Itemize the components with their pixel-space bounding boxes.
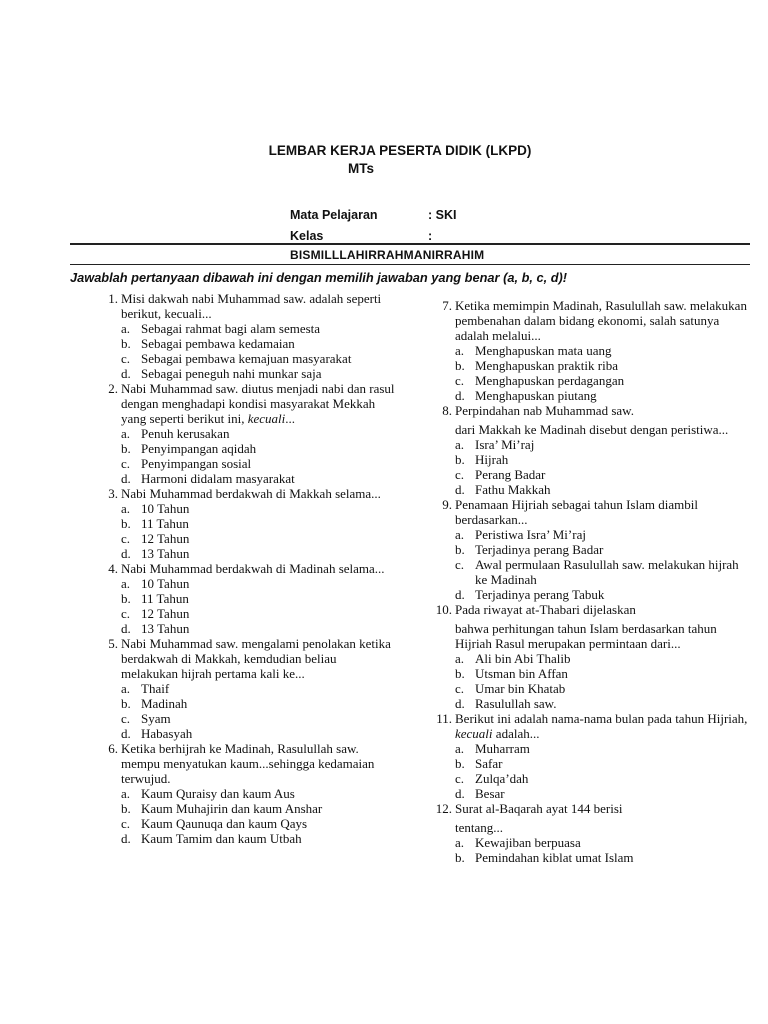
option-b[interactable]	[121, 336, 396, 351]
option-text: Sebagai pembawa kemajuan masyarakat	[141, 351, 352, 366]
option-a[interactable]	[121, 321, 396, 336]
option-text: Syam	[141, 711, 171, 726]
option-d[interactable]	[121, 366, 396, 381]
option-letter: d.	[121, 726, 131, 741]
option-text: Hijrah	[475, 452, 509, 467]
option-letter: b.	[455, 666, 465, 681]
option-letter: b.	[121, 801, 131, 816]
question-1	[96, 291, 396, 381]
option-text: 13 Tahun	[141, 621, 190, 636]
worksheet-title: LEMBAR KERJA PESERTA DIDIK (LKPD)	[268, 143, 532, 158]
option-text: Safar	[475, 756, 503, 771]
question-text	[121, 291, 396, 321]
option-a[interactable]	[121, 501, 396, 516]
option-list	[455, 437, 750, 497]
option-letter: b.	[121, 441, 131, 456]
option-d[interactable]	[121, 471, 396, 486]
option-b[interactable]	[121, 441, 396, 456]
option-text: Rasulullah saw.	[475, 696, 557, 711]
option-d[interactable]	[455, 587, 750, 602]
option-text: Sebagai rahmat bagi alam semesta	[141, 321, 321, 336]
option-b[interactable]	[455, 850, 750, 865]
option-text: Kaum Qaunuqa dan kaum Qays	[141, 816, 308, 831]
option-letter: d.	[455, 696, 465, 711]
option-letter: c.	[121, 456, 131, 471]
question-9	[430, 497, 750, 602]
option-text: Isra’ Mi’raj	[475, 437, 535, 452]
option-letter: b.	[121, 516, 131, 531]
option-letter: d.	[455, 388, 465, 403]
option-a[interactable]	[455, 527, 750, 542]
option-letter: a.	[455, 835, 465, 850]
option-text: Terjadinya perang Badar	[475, 542, 604, 557]
question-number: 11.	[436, 711, 452, 726]
option-d[interactable]	[121, 546, 396, 561]
option-a[interactable]	[455, 343, 750, 358]
option-c[interactable]	[121, 531, 396, 546]
option-text: Pemindahan kiblat umat Islam	[475, 850, 634, 865]
option-text: Fathu Makkah	[475, 482, 551, 497]
option-c[interactable]	[121, 456, 396, 471]
option-b[interactable]	[121, 516, 396, 531]
question-text-part: Nabi Muhammad berdakwah di Makkah selama...	[121, 486, 381, 501]
option-letter: a.	[455, 527, 465, 542]
option-letter: a.	[455, 651, 465, 666]
question-number: 2.	[108, 381, 118, 396]
option-c[interactable]	[121, 711, 396, 726]
question-text-part: Nabi Muhammad berdakwah di Madinah selama...	[121, 561, 385, 576]
option-letter: c.	[455, 771, 465, 786]
question-number: 8.	[442, 403, 452, 418]
option-text: 13 Tahun	[141, 546, 190, 561]
option-list	[121, 501, 396, 561]
option-letter: d.	[455, 786, 465, 801]
option-b[interactable]	[455, 452, 750, 467]
question-text	[455, 403, 750, 418]
option-d[interactable]	[455, 482, 750, 497]
option-letter: c.	[121, 816, 131, 831]
question-number: 10.	[435, 602, 452, 617]
question-text	[455, 711, 750, 741]
option-list	[121, 576, 396, 636]
option-letter: c.	[455, 373, 465, 388]
question-text-part: Ketika memimpin Madinah, Rasulullah saw. melakukan pembenahan dalam bidang ekonomi, salah satunya adalah melalui...	[455, 298, 747, 343]
option-text: Harmoni didalam masyarakat	[141, 471, 295, 486]
option-text: Zulqa’dah	[475, 771, 529, 786]
option-text: Kaum Quraisy dan kaum Aus	[141, 786, 295, 801]
option-letter: b.	[455, 542, 465, 557]
option-c[interactable]	[455, 557, 750, 587]
option-letter: a.	[455, 343, 465, 358]
option-a[interactable]	[121, 426, 396, 441]
option-list	[455, 835, 750, 865]
school-level: MTs	[348, 161, 374, 176]
question-text-continued	[455, 422, 750, 437]
option-text: 12 Tahun	[141, 606, 190, 621]
question-12	[430, 801, 750, 865]
question-text	[121, 741, 396, 786]
option-letter: c.	[121, 351, 131, 366]
question-text-part: Ketika berhijrah ke Madinah, Rasulullah saw. mempu menyatukan kaum...sehingga kedamaian terwujud.	[121, 741, 375, 786]
question-text-part: ...	[285, 411, 296, 426]
option-list	[455, 651, 750, 711]
question-text-part: adalah...	[492, 726, 540, 741]
option-c[interactable]	[121, 606, 396, 621]
opening-phrase: BISMILLLAHIRRAHMANIRRAHIM	[290, 248, 485, 262]
option-text: Terjadinya perang Tabuk	[475, 587, 605, 602]
option-text: Utsman bin Affan	[475, 666, 568, 681]
question-text-part: bahwa perhitungan tahun Islam berdasarkan tahun Hijriah Rasul merupakan permintaan dari...	[455, 621, 717, 651]
option-letter: d.	[455, 482, 465, 497]
question-number: 5.	[108, 636, 118, 651]
option-text: 11 Tahun	[141, 516, 189, 531]
question-text	[455, 497, 750, 527]
question-number: 9.	[442, 497, 452, 512]
option-text: Penyimpangan aqidah	[141, 441, 257, 456]
header-divider-bottom	[70, 264, 750, 265]
option-text: Menghapuskan mata uang	[475, 343, 612, 358]
class-label: Kelas	[290, 229, 324, 243]
option-letter: d.	[121, 366, 131, 381]
question-text	[121, 636, 396, 681]
question-number: 6.	[108, 741, 118, 756]
option-text: Besar	[475, 786, 505, 801]
questions-left-column	[96, 291, 396, 846]
option-text: 10 Tahun	[141, 501, 190, 516]
question-7	[430, 298, 750, 403]
option-text: Sebagai pembawa kedamaian	[141, 336, 295, 351]
option-text: Madinah	[141, 696, 188, 711]
option-text: 12 Tahun	[141, 531, 190, 546]
question-8	[430, 403, 750, 497]
option-c[interactable]	[455, 681, 750, 696]
option-text: Muharram	[475, 741, 530, 756]
question-number: 3.	[108, 486, 118, 501]
option-b[interactable]	[455, 542, 750, 557]
option-text: Penuh kerusakan	[141, 426, 230, 441]
question-10	[430, 602, 750, 711]
option-text: Sebagai peneguh nahi munkar saja	[141, 366, 322, 381]
question-number: 12.	[435, 801, 452, 816]
option-letter: b.	[121, 336, 131, 351]
option-a[interactable]	[121, 681, 396, 696]
option-list	[121, 426, 396, 486]
question-5	[96, 636, 396, 741]
option-list	[455, 343, 750, 403]
question-number: 7.	[442, 298, 452, 313]
question-text	[455, 298, 750, 343]
option-letter: d.	[121, 831, 131, 846]
question-text-part: Misi dakwah nabi Muhammad saw. adalah seperti berikut, kecuali...	[121, 291, 382, 321]
question-text-continued	[455, 621, 750, 651]
option-b[interactable]	[121, 591, 396, 606]
question-text-part: Berikut ini adalah nama-nama bulan pada tahun Hijriah,	[455, 711, 748, 726]
question-text-part: Pada riwayat at-Thabari dijelaskan	[455, 602, 636, 617]
option-a[interactable]	[455, 651, 750, 666]
option-letter: b.	[455, 756, 465, 771]
option-b[interactable]	[455, 756, 750, 771]
option-letter: a.	[455, 741, 465, 756]
question-text	[121, 381, 396, 426]
option-d[interactable]	[121, 621, 396, 636]
option-text: Perang Badar	[475, 467, 546, 482]
question-text-part: tentang...	[455, 820, 504, 835]
header-divider-top	[70, 243, 750, 245]
option-letter: a.	[121, 681, 131, 696]
question-11	[430, 711, 750, 801]
option-letter: c.	[121, 606, 131, 621]
option-c[interactable]	[121, 816, 396, 831]
option-letter: c.	[455, 467, 465, 482]
option-text: Kaum Muhajirin dan kaum Anshar	[141, 801, 323, 816]
option-letter: d.	[121, 471, 131, 486]
option-text: Kewajiban berpuasa	[475, 835, 581, 850]
option-b[interactable]	[455, 358, 750, 373]
option-list	[121, 321, 396, 381]
option-text: Peristiwa Isra’ Mi’raj	[475, 527, 586, 542]
option-d[interactable]	[121, 831, 396, 846]
option-letter: d.	[121, 546, 131, 561]
question-emphasis: kecuali	[247, 411, 286, 426]
question-text-continued	[455, 820, 750, 835]
option-letter: c.	[121, 531, 131, 546]
option-c[interactable]	[455, 467, 750, 482]
option-letter: a.	[121, 576, 131, 591]
option-text: 11 Tahun	[141, 591, 189, 606]
option-list	[121, 786, 396, 846]
subject-value: : SKI	[428, 208, 457, 222]
option-letter: b.	[121, 591, 131, 606]
questions-right-column	[430, 298, 750, 865]
option-letter: c.	[455, 557, 465, 572]
option-letter: d.	[121, 621, 131, 636]
option-list	[121, 681, 396, 741]
option-letter: a.	[121, 501, 131, 516]
option-b[interactable]	[121, 801, 396, 816]
option-letter: a.	[121, 321, 131, 336]
option-letter: c.	[455, 681, 465, 696]
option-list	[455, 741, 750, 801]
option-c[interactable]	[455, 373, 750, 388]
question-text-part: dari Makkah ke Madinah disebut dengan peristiwa...	[455, 422, 729, 437]
question-text-part: Nabi Muhammad saw. mengalami penolakan ketika berdakwah di Makkah, kemdudian beliau melakukan hijrah pertama kali ke...	[121, 636, 391, 681]
option-text: Menghapuskan perdagangan	[475, 373, 625, 388]
option-a[interactable]	[121, 576, 396, 591]
option-c[interactable]	[121, 351, 396, 366]
question-text	[455, 602, 750, 617]
question-text	[121, 561, 396, 576]
question-4	[96, 561, 396, 636]
question-number: 1.	[108, 291, 118, 306]
option-letter: b.	[455, 358, 465, 373]
question-text	[121, 486, 396, 501]
option-a[interactable]	[121, 786, 396, 801]
option-a[interactable]	[455, 741, 750, 756]
question-text-part: Nabi Muhammad saw. diutus menjadi nabi dan rasul dengan menghadapi kondisi masyarakat Mekkah yang seperti berikut ini,	[121, 381, 395, 426]
question-text-part: Surat al-Baqarah ayat 144 berisi	[455, 801, 623, 816]
question-3	[96, 486, 396, 561]
question-2	[96, 381, 396, 486]
option-d[interactable]	[455, 388, 750, 403]
subject-label: Mata Pelajaran	[290, 208, 378, 222]
option-text: Menghapuskan praktik riba	[475, 358, 618, 373]
question-text-part: Perpindahan nab Muhammad saw.	[455, 403, 634, 418]
option-text: Penyimpangan sosial	[141, 456, 252, 471]
option-text: Awal permulaan Rasulullah saw. melakukan hijrah ke Madinah	[475, 557, 739, 587]
option-d[interactable]	[455, 696, 750, 711]
question-emphasis: kecuali	[455, 726, 493, 741]
option-letter: a.	[121, 786, 131, 801]
option-letter: b.	[121, 696, 131, 711]
option-b[interactable]	[455, 666, 750, 681]
option-letter: b.	[455, 850, 465, 865]
question-text-part: Penamaan Hijriah sebagai tahun Islam diambil berdasarkan...	[455, 497, 698, 527]
option-text: Menghapuskan piutang	[475, 388, 597, 403]
option-letter: a.	[121, 426, 131, 441]
option-letter: b.	[455, 452, 465, 467]
class-value: :	[428, 229, 433, 243]
option-d[interactable]	[455, 786, 750, 801]
option-letter: d.	[455, 587, 465, 602]
option-text: Thaif	[141, 681, 170, 696]
option-b[interactable]	[121, 696, 396, 711]
question-number: 4.	[108, 561, 118, 576]
option-text: 10 Tahun	[141, 576, 190, 591]
option-c[interactable]	[455, 771, 750, 786]
option-a[interactable]	[455, 437, 750, 452]
option-text: Kaum Tamim dan kaum Utbah	[141, 831, 302, 846]
option-list	[455, 527, 750, 602]
option-d[interactable]	[121, 726, 396, 741]
option-text: Umar bin Khatab	[475, 681, 566, 696]
option-a[interactable]	[455, 835, 750, 850]
option-letter: c.	[121, 711, 131, 726]
question-text	[455, 801, 750, 816]
instruction-text: Jawablah pertanyaan dibawah ini dengan memilih jawaban yang benar (a, b, c, d)!	[70, 270, 568, 285]
option-text: Ali bin Abi Thalib	[475, 651, 571, 666]
option-letter: a.	[455, 437, 465, 452]
option-text: Habasyah	[141, 726, 193, 741]
question-6	[96, 741, 396, 846]
